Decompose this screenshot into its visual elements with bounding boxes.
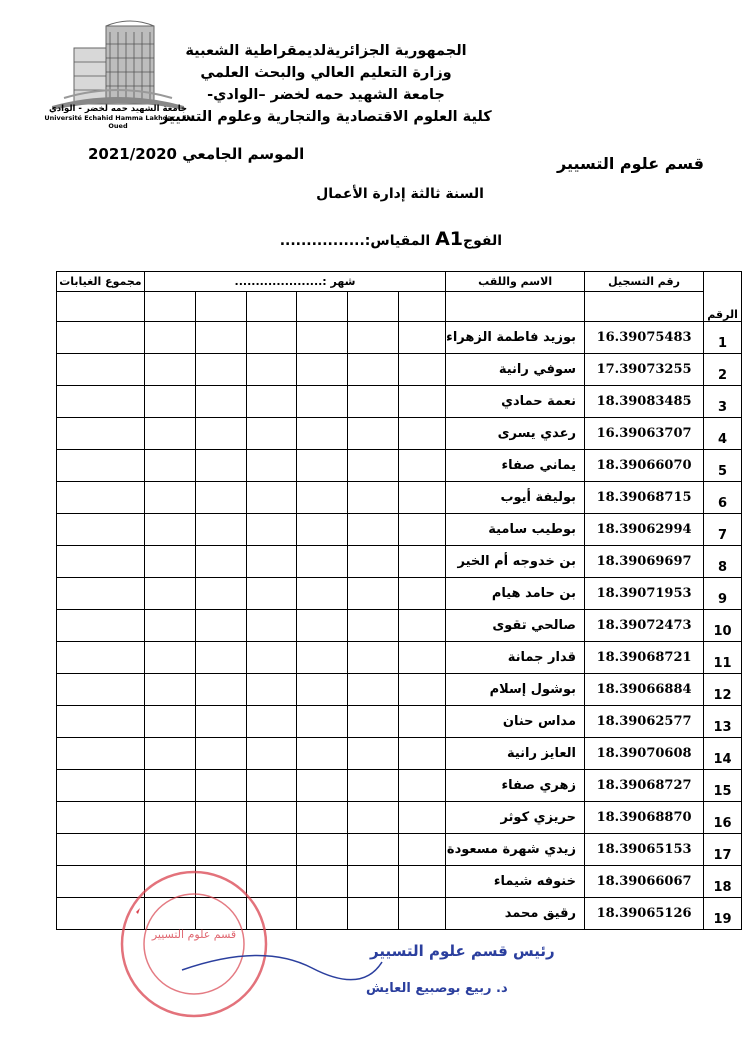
group-module-line [279, 228, 502, 250]
registration-number: 16.39075483 [585, 322, 704, 354]
header-name: الاسم واللقب [446, 272, 585, 292]
attendance-cell [195, 386, 246, 418]
student-name: قدار جمانة [446, 642, 585, 674]
attendance-cell [246, 578, 297, 610]
row-number: 7 [704, 514, 742, 546]
student-name: صالحي تقوى [446, 610, 585, 642]
attendance-cell [348, 354, 399, 386]
row-number: 5 [704, 450, 742, 482]
spacer-cell [446, 292, 585, 322]
attendance-cell [399, 386, 446, 418]
table-row [57, 578, 742, 610]
attendance-cell [195, 322, 246, 354]
attendance-cell [348, 386, 399, 418]
header-faculty: كلية العلوم الاقتصادية والتجارية وعلوم التسيير [160, 109, 492, 125]
registration-number: 18.39072473 [585, 610, 704, 642]
attendance-cell [348, 578, 399, 610]
registration-number: 18.39066884 [585, 674, 704, 706]
table-row [57, 482, 742, 514]
student-name: خنوفه شيماء [446, 866, 585, 898]
row-number: 2 [704, 354, 742, 386]
student-name: بن حامد هيام [446, 578, 585, 610]
registration-number: 17.39073255 [585, 354, 704, 386]
table-row [57, 546, 742, 578]
spacer-cell [399, 292, 446, 322]
row-number: 3 [704, 386, 742, 418]
attendance-cell [144, 386, 195, 418]
absence-total-cell [57, 706, 145, 738]
student-name: زيدي شهرة مسعودة [446, 834, 585, 866]
table-row [57, 450, 742, 482]
student-name: العايز رانية [446, 738, 585, 770]
attendance-table [56, 271, 742, 930]
attendance-cell [195, 546, 246, 578]
table-row [57, 514, 742, 546]
absence-total-cell [57, 770, 145, 802]
attendance-cell [297, 546, 348, 578]
attendance-cell [348, 322, 399, 354]
attendance-cell [297, 610, 348, 642]
attendance-cell [348, 482, 399, 514]
student-name: بن خدوجه أم الخير [446, 546, 585, 578]
table-row [57, 674, 742, 706]
attendance-cell [195, 674, 246, 706]
attendance-cell [399, 578, 446, 610]
attendance-cell [348, 450, 399, 482]
absence-total-cell [57, 418, 145, 450]
registration-number: 18.39065153 [585, 834, 704, 866]
registration-number: 18.39065126 [585, 898, 704, 930]
attendance-cell [399, 354, 446, 386]
absence-total-cell [57, 674, 145, 706]
attendance-cell [246, 738, 297, 770]
row-number: 8 [704, 546, 742, 578]
attendance-cell [297, 674, 348, 706]
attendance-cell [399, 514, 446, 546]
attendance-cell [246, 450, 297, 482]
registration-number: 18.39070608 [585, 738, 704, 770]
registration-number: 18.39068721 [585, 642, 704, 674]
attendance-cell [297, 642, 348, 674]
attendance-cell [144, 322, 195, 354]
student-name: بوليفة أيوب [446, 482, 585, 514]
attendance-cell [144, 802, 195, 834]
attendance-cell [297, 322, 348, 354]
absence-total-cell [57, 642, 145, 674]
table-row [57, 418, 742, 450]
attendance-cell [195, 770, 246, 802]
attendance-cell [246, 354, 297, 386]
absence-total-cell [57, 354, 145, 386]
registration-number: 18.39068727 [585, 770, 704, 802]
attendance-cell [195, 418, 246, 450]
signature-title: رئيس قسم علوم التسيير [370, 942, 555, 960]
absence-total-cell [57, 386, 145, 418]
attendance-cell [144, 674, 195, 706]
attendance-cell [297, 386, 348, 418]
academic-season: الموسم الجامعي 2021/2020 [88, 145, 305, 163]
student-name: رعدي يسرى [446, 418, 585, 450]
attendance-cell [195, 354, 246, 386]
attendance-cell [195, 514, 246, 546]
header-republic: الجمهورية الجزائريةلديمقراطية الشعبية [185, 43, 467, 59]
header-month: شهر :..................... [144, 272, 445, 292]
attendance-cell [195, 482, 246, 514]
attendance-cell [399, 546, 446, 578]
attendance-cell [297, 514, 348, 546]
absence-total-cell [57, 450, 145, 482]
student-name: زهري صفاء [446, 770, 585, 802]
spacer-cell [297, 292, 348, 322]
table-row [57, 770, 742, 802]
attendance-cell [246, 514, 297, 546]
handwritten-signature [182, 955, 382, 979]
attendance-cell [348, 642, 399, 674]
header-ministry: وزارة التعليم العالي والبحث العلمي [200, 65, 452, 81]
spacer-cell [144, 292, 195, 322]
table-header-row [57, 272, 742, 292]
attendance-cell [144, 450, 195, 482]
student-name: بوشول إسلام [446, 674, 585, 706]
attendance-cell [144, 354, 195, 386]
absence-total-cell [57, 546, 145, 578]
attendance-cell [144, 642, 195, 674]
attendance-cell [399, 866, 446, 898]
attendance-cell [144, 578, 195, 610]
attendance-cell [246, 386, 297, 418]
official-stamp [122, 872, 266, 1016]
attendance-cell [348, 738, 399, 770]
attendance-cell [246, 546, 297, 578]
row-number: 4 [704, 418, 742, 450]
attendance-cell [195, 738, 246, 770]
attendance-cell [144, 418, 195, 450]
table-row [57, 322, 742, 354]
attendance-cell [246, 610, 297, 642]
table-row [57, 610, 742, 642]
spacer-cell [348, 292, 399, 322]
attendance-cell [297, 802, 348, 834]
student-name: يماني صفاء [446, 450, 585, 482]
attendance-cell [399, 482, 446, 514]
header-total-absences: مجموع الغيابات [57, 272, 145, 292]
registration-number: 18.39083485 [585, 386, 704, 418]
student-name: بوزيد فاطمة الزهراء [446, 322, 585, 354]
attendance-cell [246, 802, 297, 834]
attendance-cell [297, 354, 348, 386]
attendance-cell [297, 450, 348, 482]
attendance-cell [348, 514, 399, 546]
row-number: 11 [704, 642, 742, 674]
row-number: 16 [704, 802, 742, 834]
absence-total-cell [57, 482, 145, 514]
attendance-cell [195, 706, 246, 738]
attendance-cell [195, 450, 246, 482]
registration-number: 18.39066067 [585, 866, 704, 898]
table-row [57, 706, 742, 738]
spacer-cell [585, 292, 704, 322]
attendance-cell [399, 770, 446, 802]
attendance-cell [399, 834, 446, 866]
attendance-cell [246, 482, 297, 514]
attendance-cell [297, 418, 348, 450]
spacer-cell [195, 292, 246, 322]
attendance-cell [144, 546, 195, 578]
attendance-cell [144, 770, 195, 802]
attendance-cell [348, 546, 399, 578]
module-label: المقياس:................ [279, 233, 431, 249]
attendance-cell [246, 770, 297, 802]
registration-number: 18.39066070 [585, 450, 704, 482]
table-row [57, 642, 742, 674]
absence-total-cell [57, 322, 145, 354]
table-row [57, 738, 742, 770]
student-name: سوفي رانية [446, 354, 585, 386]
logo-arabic-text: جامعة الشهيد حمه لخضر - الوادي [48, 104, 188, 114]
attendance-cell [195, 610, 246, 642]
group-label: الفوج [463, 233, 502, 249]
registration-number: 18.39069697 [585, 546, 704, 578]
attendance-cell [399, 418, 446, 450]
attendance-cell [399, 450, 446, 482]
table-row [57, 386, 742, 418]
header-number: الرقم [704, 272, 742, 322]
row-number: 14 [704, 738, 742, 770]
attendance-cell [399, 802, 446, 834]
student-name: حريزي كوثر [446, 802, 585, 834]
registration-number: 18.39062994 [585, 514, 704, 546]
student-name: بوطيب سامية [446, 514, 585, 546]
row-number: 6 [704, 482, 742, 514]
attendance-cell [195, 642, 246, 674]
attendance-cell [399, 322, 446, 354]
attendance-cell [195, 802, 246, 834]
student-name: مداس حنان [446, 706, 585, 738]
attendance-cell [195, 578, 246, 610]
absence-total-cell [57, 578, 145, 610]
row-number: 12 [704, 674, 742, 706]
absence-total-cell [57, 514, 145, 546]
row-number: 15 [704, 770, 742, 802]
row-number: 10 [704, 610, 742, 642]
row-number: 13 [704, 706, 742, 738]
header-registration: رقم التسجيل [585, 272, 704, 292]
attendance-cell [348, 418, 399, 450]
registration-number: 18.39071953 [585, 578, 704, 610]
attendance-cell [297, 578, 348, 610]
row-number: 19 [704, 898, 742, 930]
year-level: السنة ثالثة إدارة الأعمال [316, 186, 484, 202]
attendance-cell [399, 674, 446, 706]
registration-number: 16.39063707 [585, 418, 704, 450]
attendance-cell [399, 610, 446, 642]
spacer-cell [246, 292, 297, 322]
attendance-cell [348, 674, 399, 706]
absence-total-cell [57, 610, 145, 642]
spacer-cell [57, 292, 145, 322]
registration-number: 18.39062577 [585, 706, 704, 738]
attendance-cell [297, 482, 348, 514]
attendance-cell [144, 706, 195, 738]
attendance-cell [348, 802, 399, 834]
attendance-cell [399, 642, 446, 674]
attendance-cell [297, 738, 348, 770]
row-number: 18 [704, 866, 742, 898]
registration-number: 18.39068870 [585, 802, 704, 834]
stamp-text: قسم علوم التسيير [151, 928, 237, 941]
attendance-cell [348, 770, 399, 802]
table-row [57, 802, 742, 834]
attendance-cell [246, 706, 297, 738]
student-name: نعمة حمادي [446, 386, 585, 418]
attendance-cell [246, 674, 297, 706]
attendance-cell [399, 898, 446, 930]
attendance-cell [297, 770, 348, 802]
attendance-cell [399, 738, 446, 770]
attendance-cell [399, 706, 446, 738]
attendance-cell [246, 642, 297, 674]
absence-total-cell [57, 738, 145, 770]
group-code: A1 [435, 228, 463, 250]
table-header-spacer-row [57, 292, 742, 322]
logo-french-text: Université Echahid Hamma Lakhdar - El-Oued [44, 114, 192, 130]
attendance-cell [144, 610, 195, 642]
row-number: 1 [704, 322, 742, 354]
row-number: 9 [704, 578, 742, 610]
attendance-cell [246, 322, 297, 354]
attendance-cell [144, 482, 195, 514]
student-name: رقيق محمد [446, 898, 585, 930]
header-university: جامعة الشهيد حمه لخضر –الوادي- [207, 87, 445, 103]
attendance-cell [144, 738, 195, 770]
attendance-cell [348, 706, 399, 738]
attendance-cell [144, 514, 195, 546]
attendance-cell [246, 418, 297, 450]
department-title: قسم علوم التسيير [557, 154, 704, 173]
attendance-cell [348, 610, 399, 642]
row-number: 17 [704, 834, 742, 866]
signature-name: د. ربيع بوصبيع العايش [366, 981, 508, 996]
absence-total-cell [57, 802, 145, 834]
table-row [57, 354, 742, 386]
attendance-cell [297, 706, 348, 738]
registration-number: 18.39068715 [585, 482, 704, 514]
document-header [126, 40, 526, 128]
